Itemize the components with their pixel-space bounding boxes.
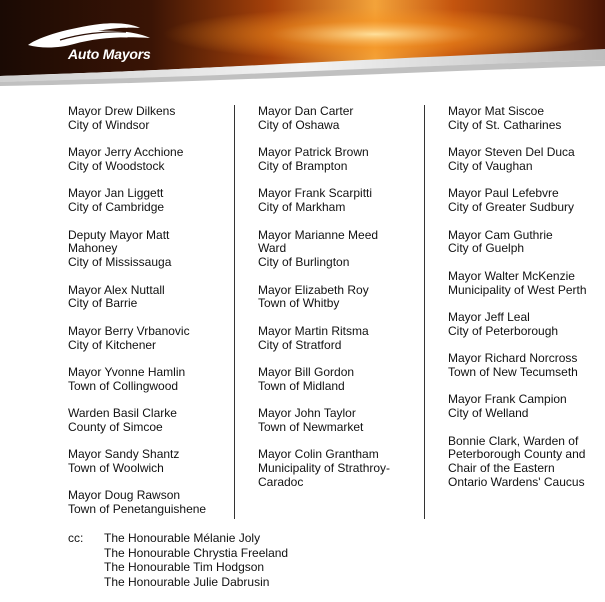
signatory-name: Mayor Elizabeth Roy: [258, 282, 369, 297]
signatory-entry: [68, 105, 228, 133]
signatory-line: City of Barrie: [68, 296, 138, 311]
signatory-name: Mayor Drew Dilkens: [68, 104, 176, 118]
signatory-entry: [258, 366, 418, 394]
signatory-entry: [68, 284, 228, 312]
signatory-name: Mayor Patrick Brown: [258, 145, 369, 160]
signatory-entry: [448, 146, 598, 174]
logo-text: Auto Mayors: [68, 46, 151, 62]
signatory-name: Mayor Cam Guthrie: [448, 227, 553, 242]
signatory-name: Mayor Bill Gordon: [258, 364, 355, 379]
signatory-line: City of Oshawa: [258, 117, 340, 132]
signatory-name: Mayor Paul Lefebvre: [448, 186, 559, 201]
signatory-line: City of Kitchener: [68, 337, 157, 352]
signatory-line: City of Vaughan: [448, 158, 533, 173]
cc-label: cc:: [68, 531, 84, 545]
cc-recipient: The Honourable Mélanie Joly: [104, 531, 261, 545]
signatory-line: Mahoney: [68, 241, 118, 256]
signatory-name: Mayor Jeff Leal: [448, 309, 530, 324]
signatory-column-3: [448, 105, 598, 503]
signatory-line: City of Burlington: [258, 255, 350, 270]
signatory-name: Warden Basil Clarke: [68, 406, 177, 421]
cc-recipient: The Honourable Tim Hodgson: [104, 560, 265, 575]
signatory-line: Town of Collingwood: [68, 378, 179, 393]
signatory-entry: [258, 325, 418, 353]
signatory-line: City of Mississauga: [68, 255, 172, 270]
signatory-entry: [68, 448, 228, 476]
signatory-column-1: [68, 105, 228, 531]
signatory-entry: [448, 435, 598, 490]
signatory-name: Mayor Jerry Acchione: [68, 145, 184, 160]
signatory-name: Mayor Dan Carter: [258, 104, 354, 118]
signatory-name: Mayor Colin Grantham: [258, 447, 379, 462]
signatory-line: County of Simcoe: [68, 419, 163, 434]
signatory-name: Mayor Martin Ritsma: [258, 323, 369, 338]
signatory-entry: [258, 105, 418, 133]
signatory-line: City of Woodstock: [68, 158, 165, 173]
signatory-columns: [68, 105, 598, 525]
signatory-line: City of Guelph: [448, 241, 525, 256]
signatory-name: Deputy Mayor Matt: [68, 227, 170, 242]
signatory-entry: [68, 146, 228, 174]
signatory-name: Mayor Steven Del Duca: [448, 145, 575, 160]
signatory-entry: [448, 311, 598, 339]
signatory-entry: [448, 393, 598, 421]
signatory-line: Peterborough County and: [448, 447, 586, 462]
signatory-line: City of Windsor: [68, 117, 150, 132]
signatory-entry: [68, 325, 228, 353]
signatory-name: Bonnie Clark, Warden of: [448, 433, 579, 448]
signatory-entry: [448, 270, 598, 298]
signatory-entry: [258, 187, 418, 215]
signatory-entry: [258, 448, 418, 489]
signatory-line: Municipality of Strathroy-: [258, 461, 391, 476]
signatory-entry: [258, 146, 418, 174]
signatory-name: Mayor Mat Siscoe: [448, 104, 545, 118]
signatory-line: City of Stratford: [258, 337, 342, 352]
signatory-line: City of Brampton: [258, 158, 348, 173]
cc-recipient: The Honourable Julie Dabrusin: [104, 574, 270, 589]
signatory-entry: [448, 105, 598, 133]
signatory-name: Mayor Jan Liggett: [68, 186, 164, 201]
signatory-entry: [68, 407, 228, 435]
column-divider: [424, 105, 425, 519]
signatory-line: City of St. Catharines: [448, 117, 562, 132]
signatory-line: Ward: [258, 241, 287, 256]
cc-recipient: The Honourable Chrystia Freeland: [104, 545, 289, 560]
signatory-entry: [68, 229, 228, 270]
signatory-line: City of Markham: [258, 200, 346, 215]
signatory-line: City of Greater Sudbury: [448, 200, 575, 215]
signatory-entry: [258, 407, 418, 435]
signatory-line: Chair of the Eastern: [448, 461, 555, 476]
signatory-line: Town of Woolwich: [68, 461, 164, 476]
signatory-entry: [258, 284, 418, 312]
signatory-name: Mayor Doug Rawson: [68, 488, 181, 503]
signatory-entry: [448, 229, 598, 257]
signatory-column-2: [258, 105, 418, 503]
signatory-line: Town of Penetanguishene: [68, 502, 207, 517]
signatory-name: Mayor Yvonne Hamlin: [68, 364, 186, 379]
signatory-line: Town of Whitby: [258, 296, 340, 311]
signatory-name: Mayor Marianne Meed: [258, 227, 379, 242]
column-divider: [234, 105, 235, 519]
signatory-name: Mayor Frank Campion: [448, 392, 567, 407]
signatory-line: Town of Newmarket: [258, 419, 364, 434]
signatory-entry: [68, 187, 228, 215]
signatory-line: Ontario Wardens' Caucus: [448, 474, 585, 489]
signatory-line: City of Peterborough: [448, 323, 559, 338]
cc-recipient-list: [104, 531, 288, 589]
signatory-entry: [68, 489, 228, 517]
signatory-name: Mayor Walter McKenzie: [448, 268, 575, 283]
signatory-name: Mayor Alex Nuttall: [68, 282, 165, 297]
signatory-line: Municipality of West Perth: [448, 282, 587, 297]
signatory-entry: [68, 366, 228, 394]
signatory-line: City of Cambridge: [68, 200, 165, 215]
signatory-name: Mayor John Taylor: [258, 406, 356, 421]
signatory-line: City of Welland: [448, 406, 529, 421]
signatory-entry: [448, 352, 598, 380]
signatory-name: Mayor Berry Vrbanovic: [68, 323, 190, 338]
signatory-line: Town of Midland: [258, 378, 345, 393]
signatory-line: Town of New Tecumseth: [448, 364, 578, 379]
signatory-name: Mayor Sandy Shantz: [68, 447, 180, 462]
signatory-entry: [448, 187, 598, 215]
signatory-name: Mayor Richard Norcross: [448, 351, 578, 366]
signatory-line: Caradoc: [258, 474, 304, 489]
signatory-name: Mayor Frank Scarpitti: [258, 186, 373, 201]
header-banner: [0, 0, 605, 92]
signatory-entry: [258, 229, 418, 270]
